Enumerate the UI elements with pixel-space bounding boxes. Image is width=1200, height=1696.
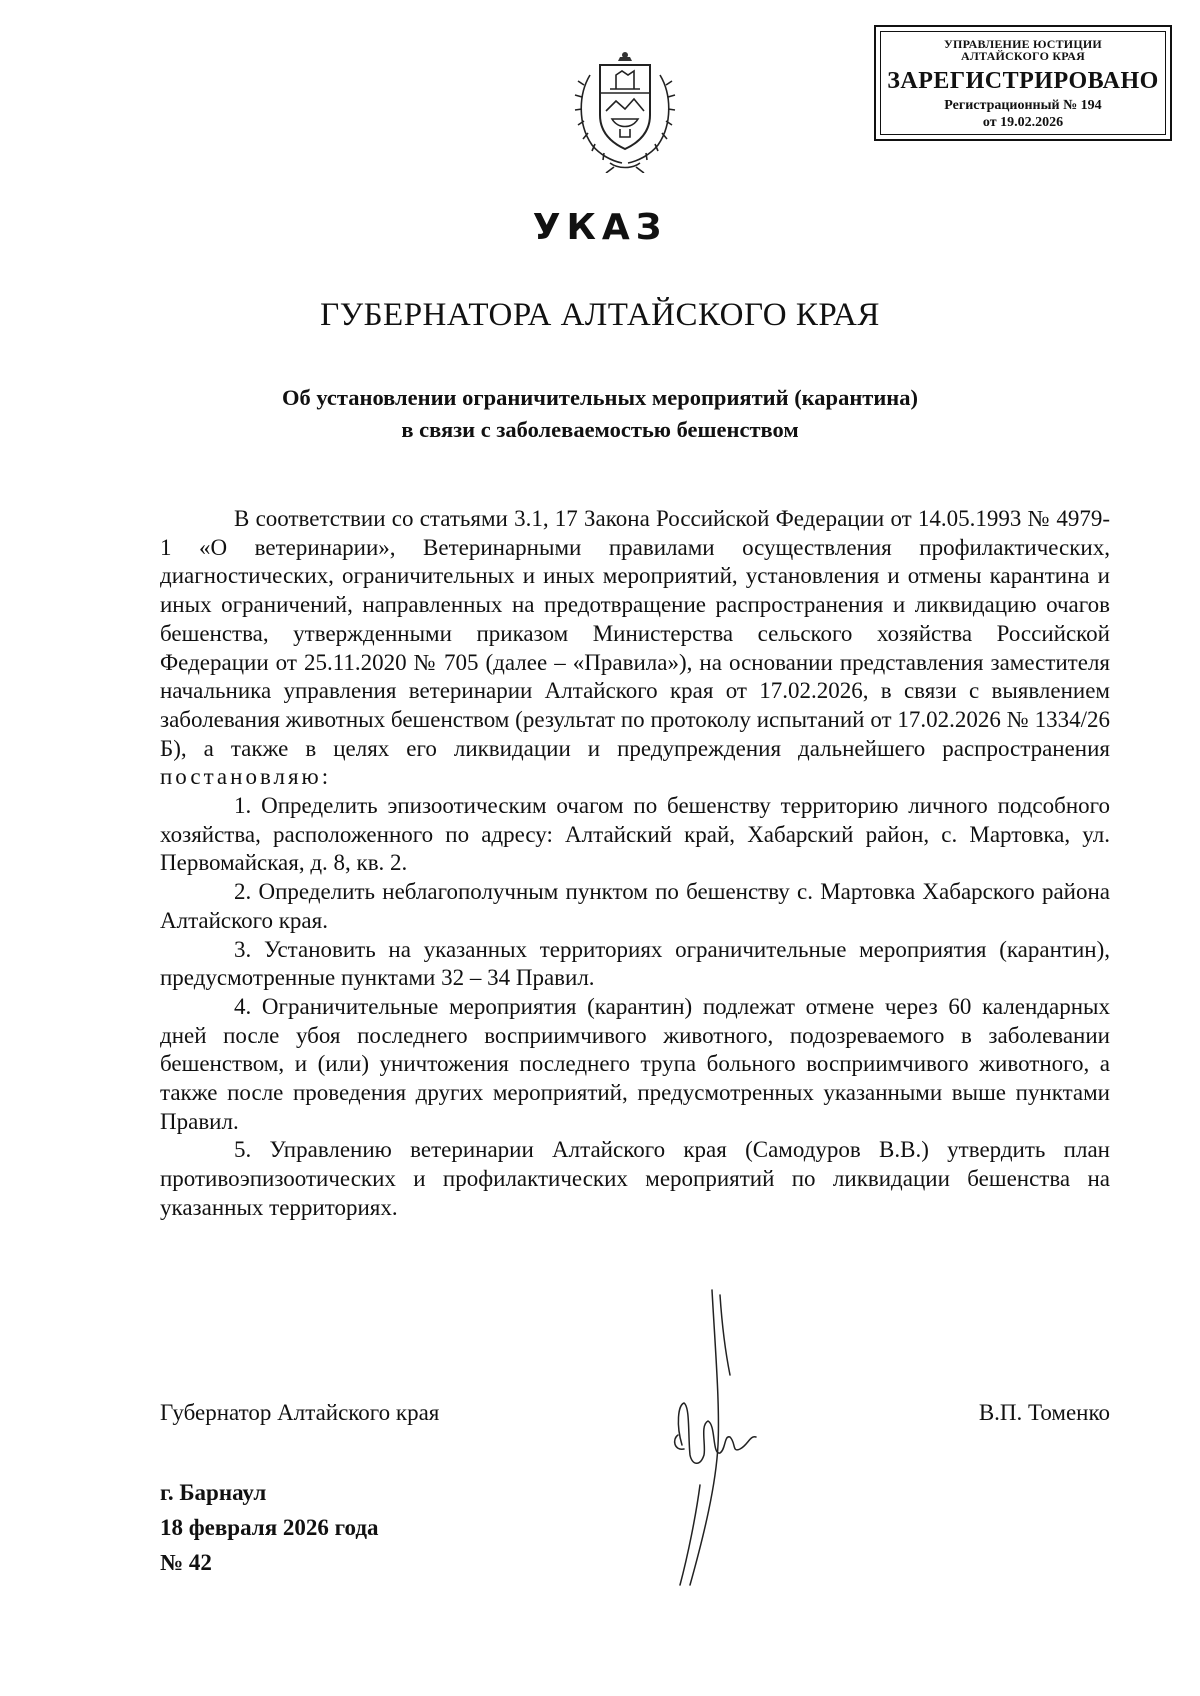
stamp-reg-date: от 19.02.2026 [982, 115, 1064, 130]
document-type-heading: УКАЗ [532, 207, 668, 248]
decree-item-2: 2. Определить неблагополучным пунктом по бешенству с. Мартовка Хабарского района Алтайского края. [160, 879, 1110, 933]
stamp-org-line1: УПРАВЛЕНИЕ ЮСТИЦИИ [944, 37, 1102, 51]
signatory-title: Губернатор Алтайского края [160, 1400, 440, 1425]
decree-item-3: 3. Установить на указанных территориях ограничительные мероприятия (карантин), предусмотренные пунктами 32 – 34 Правил. [160, 936, 1110, 991]
signature-block [160, 1400, 1110, 1434]
stamp-org-line2: АЛТАЙСКОГО КРАЯ [961, 49, 1085, 63]
issue-date: 18 февраля 2026 года [160, 1515, 379, 1540]
subject-line-2: в связи с заболеваемостью бешенством [401, 417, 799, 442]
stamp-status: ЗАРЕГИСТРИРОВАНО [887, 68, 1159, 94]
preamble-text: В соответствии со статьями 3.1, 17 Закона Российской Федерации от 14.05.1993 № 4979-1 «О ветеринарии», Ветеринарными правилами осуществления профилактических, диагностических, ограничительных и иных мероприятий, установления и отмены карантина и иных ограничений, направленных на предотвращение распространения и ликвидацию очагов бешенства, утвержденными приказом Министерства сельского хозяйства Российской Федерации от 25.11.2020 № 705 (далее – «Правила»), на основании представления заместителя начальника управления ветеринарии Алтайского края от 17.02.2026, в связи с выявлением заболевания животных бешенством (результат по протоколу испытаний от 17.02.2026 № 1334/26 Б), а также в целях его ликвидации и предупреждения дальнейшего распространения [160, 506, 1110, 761]
decree-item-1: 1. Определить эпизоотическим очагом по бешенству территорию личного подсобного хозяйства, расположенного по адресу: Алтайский край, Хабарский район, с. Мартовка, ул. Первомайская, д. 8, кв. 2. [160, 793, 1110, 876]
decree-item-4: 4. Ограничительные мероприятия (карантин) подлежат отмене через 60 календарных дней после убоя последнего восприимчивого животного, подозреваемого в заболевании бешенством, и (или) уничтожения последнего трупа больного восприимчивого животного, а также после проведения других мероприятий, предусмотренных указанными выше пунктами Правил. [160, 993, 1110, 1134]
decree-colon: : [321, 764, 329, 790]
decree-number: № 42 [160, 1550, 212, 1575]
decree-item-5: 5. Управлению ветеринарии Алтайского края (Самодуров В.В.) утвердить план противоэпизоотических и профилактических мероприятий по ликвидации бешенства на указанных территориях. [160, 1137, 1110, 1220]
subject-line-1: Об установлении ограничительных мероприятий (карантина) [281, 385, 919, 410]
decree-body [160, 505, 1110, 1223]
signatory-name: В.П. Томенко [978, 1400, 1110, 1425]
issue-city: г. Барнаул [160, 1480, 267, 1505]
issuer-heading: ГУБЕРНАТОРА АЛТАЙСКОГО КРАЯ [320, 297, 880, 333]
decree-subject [0, 382, 1200, 446]
decree-word: постановляю [160, 764, 322, 790]
coat-of-arms-icon [570, 45, 680, 173]
preamble-paragraph [160, 505, 1110, 792]
handwritten-signature [660, 1285, 790, 1595]
stamp-reg-number: Регистрационный № 194 [944, 98, 1102, 113]
issue-details [160, 1475, 378, 1580]
registration-stamp [874, 25, 1172, 141]
